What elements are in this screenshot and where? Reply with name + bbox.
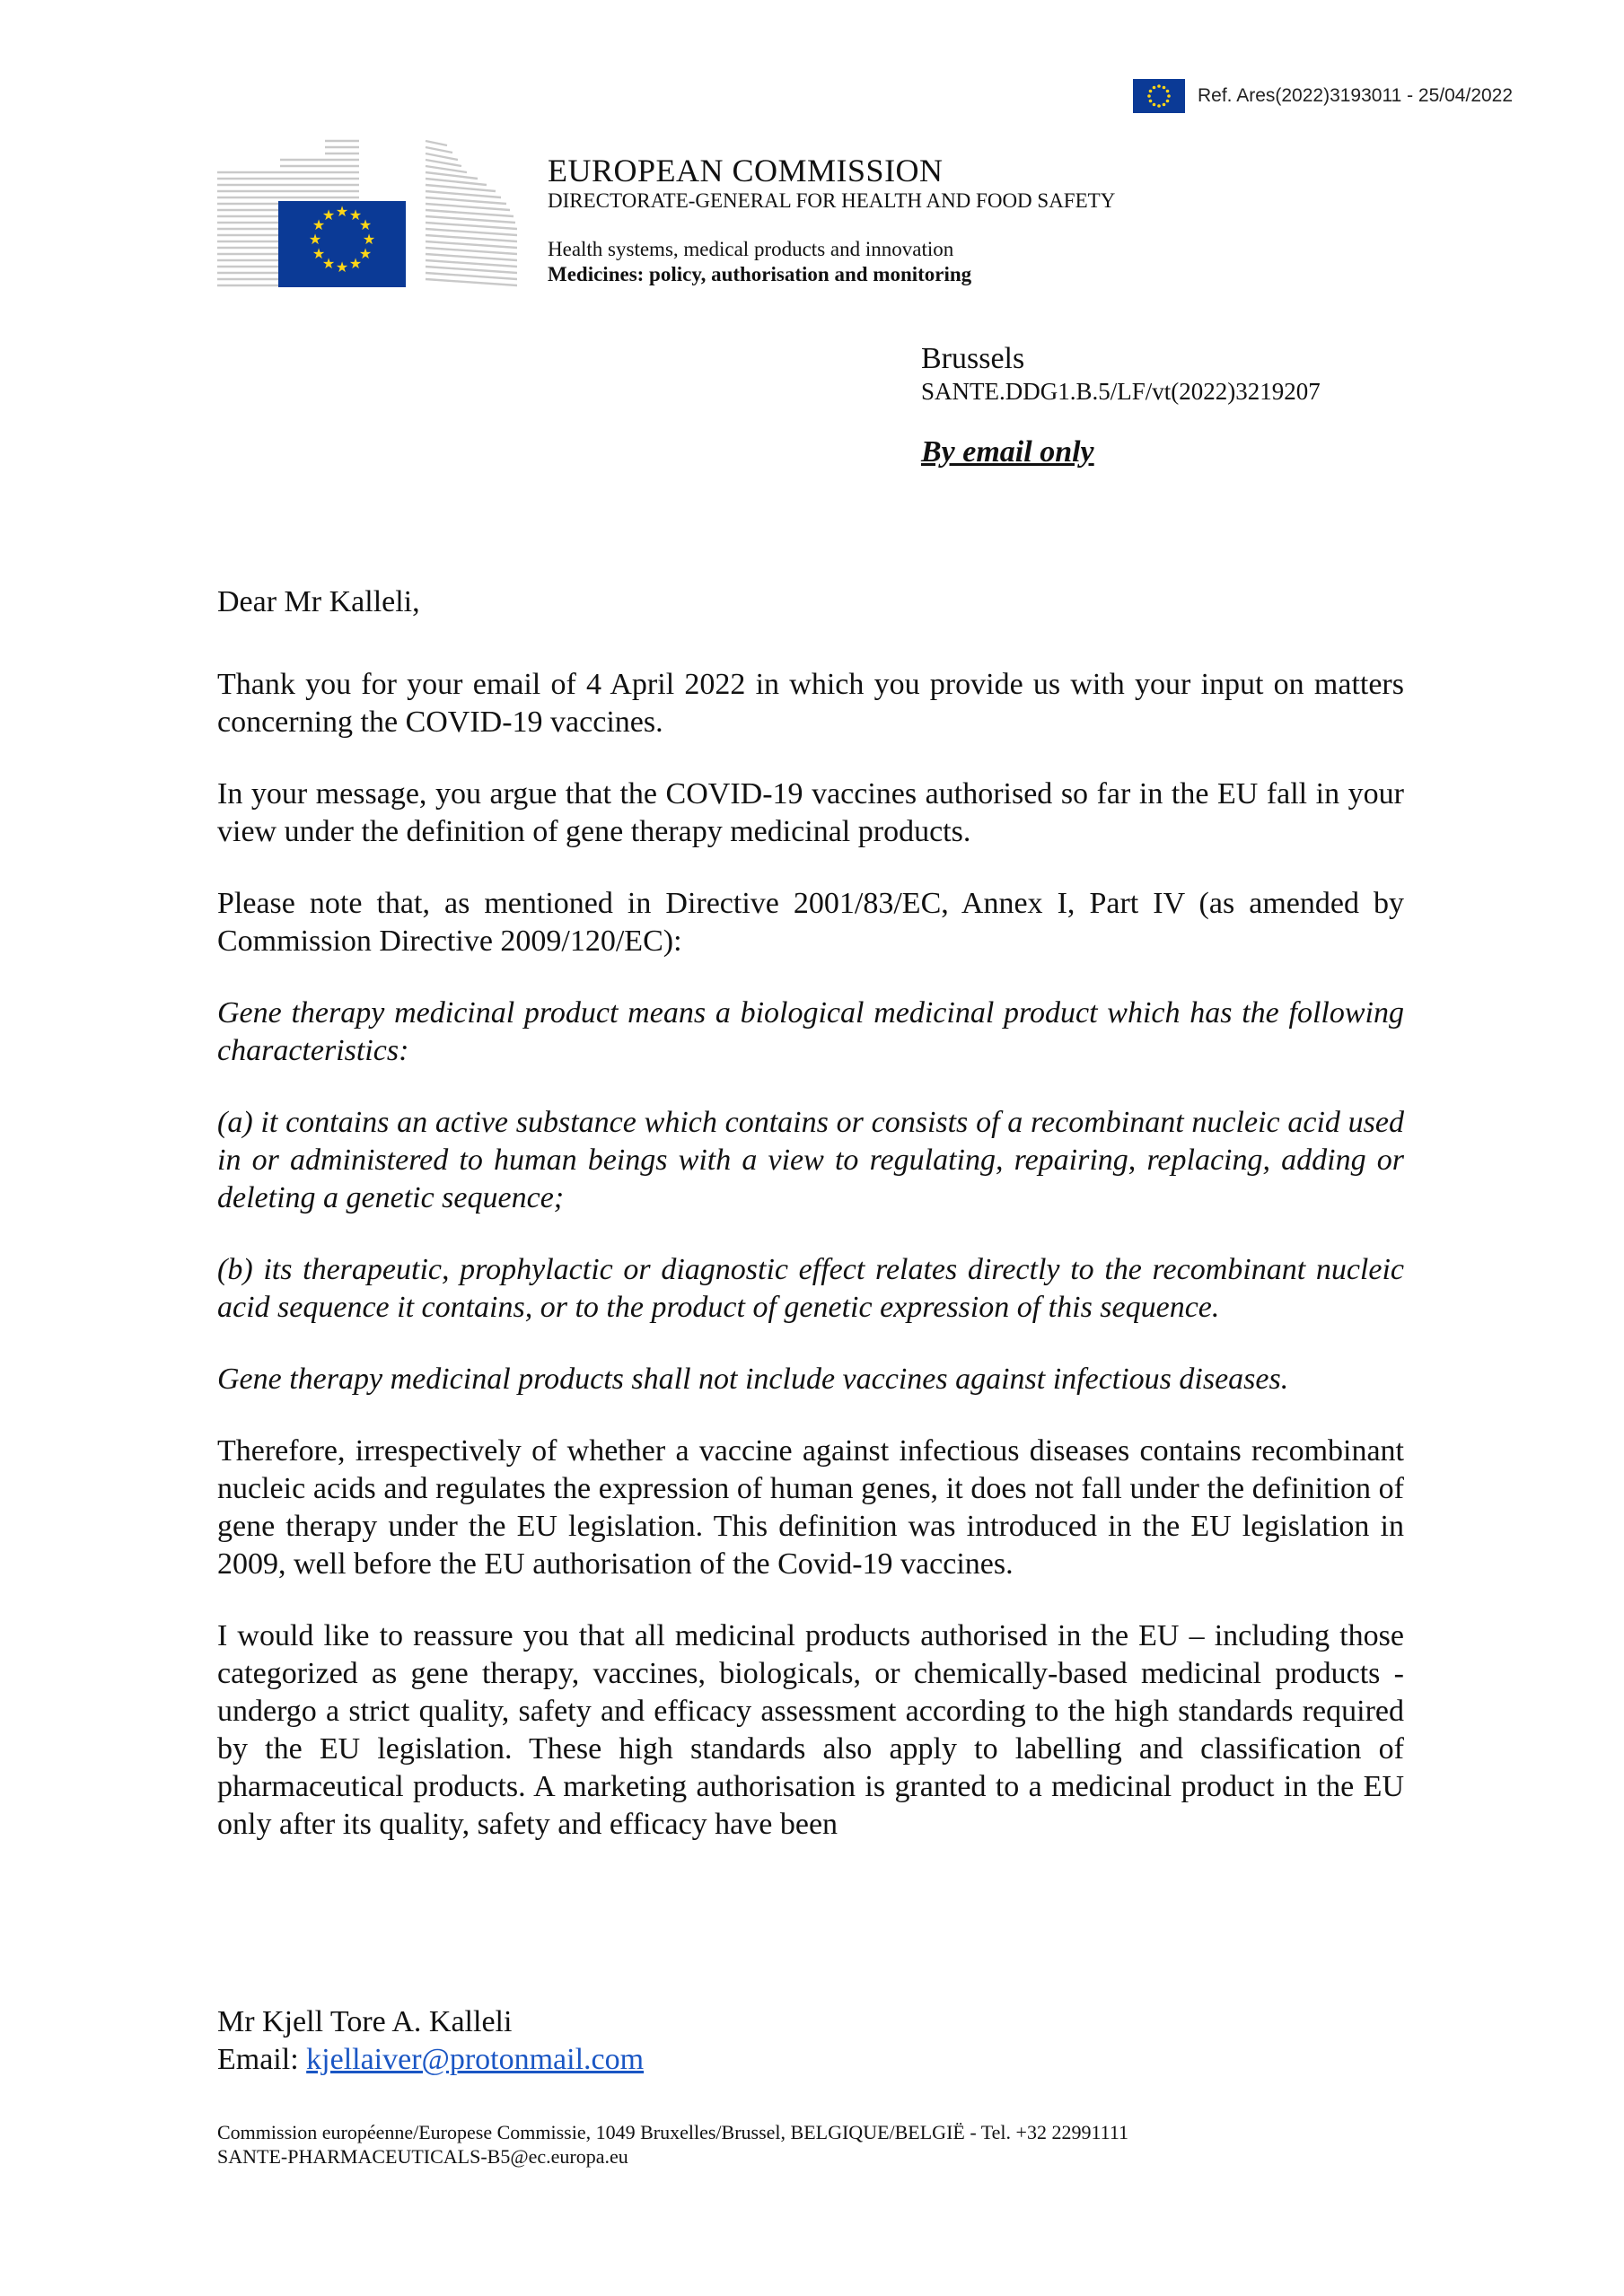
recipient-block bbox=[217, 2003, 644, 2079]
quoted-definition-a: (a) it contains an active substance which contains or consists of a recombinant nucleic acid used in or administered to human beings with a view to regulating, repairing, replacing, adding or deleting a genetic sequence; bbox=[217, 1106, 1404, 1214]
quoted-definition: Gene therapy medicinal product means a biological medicinal product which has the following characteristics: bbox=[217, 996, 1404, 1067]
svg-text:★: ★ bbox=[335, 259, 349, 276]
salutation: Dear Mr Kalleli, bbox=[217, 585, 420, 618]
footer bbox=[217, 2120, 1128, 2169]
quoted-definition-b: (b) its therapeutic, prophylactic or diagnostic effect relates directly to the recombinant nucleic acid sequence it contains, or to the product of genetic expression of this sequence. bbox=[217, 1253, 1404, 1324]
file-reference: SANTE.DDG1.B.5/LF/vt(2022)3219207 bbox=[921, 378, 1321, 405]
svg-text:★: ★ bbox=[348, 255, 363, 272]
svg-text:★: ★ bbox=[321, 255, 336, 272]
svg-text:★: ★ bbox=[312, 216, 326, 233]
paragraph: In your message, you argue that the COVID-19 vaccines authorised so far in the EU fall in your view under the definition of gene therapy medicinal products. bbox=[217, 777, 1404, 848]
email-label: Email: bbox=[217, 2043, 307, 2076]
reference-stamp bbox=[1133, 79, 1513, 113]
recipient-name: Mr Kjell Tore A. Kalleli bbox=[217, 2005, 513, 2038]
svg-text:★: ★ bbox=[348, 206, 363, 223]
paragraph: I would like to reassure you that all medicinal products authorised in the EU – including those categorized as gene therapy, vaccines, biologicals, or chemically-based medicinal products - undergo a strict quality, safety and efficacy assessment according to the high standards required by the EU legislation. These high standards also apply to labelling and classification of pharmaceutical products. A marketing authorisation is granted to a medicinal product in the EU only after its quality, safety and efficacy have been bbox=[217, 1619, 1404, 1841]
city: Brussels bbox=[921, 342, 1025, 375]
reference-number: Ref. Ares(2022)3193011 - 25/04/2022 bbox=[1198, 85, 1514, 106]
directorate-name: DIRECTORATE-GENERAL FOR HEALTH AND FOOD SAFETY bbox=[548, 189, 1116, 212]
european-commission-logo bbox=[217, 136, 517, 289]
delivery-method: By email only bbox=[921, 435, 1094, 469]
place-reference-block bbox=[921, 341, 1321, 470]
letterhead bbox=[548, 153, 1115, 287]
letter-body bbox=[217, 583, 1404, 1878]
svg-text:★: ★ bbox=[335, 203, 349, 220]
eu-flag-icon bbox=[1133, 79, 1185, 113]
paragraph: Thank you for your email of 4 April 2022 in which you provide us with your input on matters concerning the COVID-19 vaccines. bbox=[217, 668, 1404, 739]
directorate-unit: Health systems, medical products and innovation bbox=[548, 238, 954, 260]
svg-text:★: ★ bbox=[308, 231, 322, 248]
organisation-name: EUROPEAN COMMISSION bbox=[548, 153, 944, 188]
svg-text:★: ★ bbox=[362, 231, 376, 248]
recipient-email-line bbox=[217, 2041, 644, 2079]
email-link[interactable]: kjellaiver@protonmail.com bbox=[306, 2043, 645, 2076]
unit-name: Medicines: policy, authorisation and monitoring bbox=[548, 263, 972, 285]
footer-email: SANTE-PHARMACEUTICALS-B5@ec.europa.eu bbox=[217, 2145, 628, 2168]
svg-text:★: ★ bbox=[312, 245, 326, 262]
svg-text:★: ★ bbox=[358, 216, 373, 233]
footer-address: Commission européenne/Europese Commissie, 1049 Bruxelles/Brussel, BELGIQUE/BELGIË - Tel. +32 22991111 bbox=[217, 2121, 1128, 2143]
paragraph: Therefore, irrespectively of whether a vaccine against infectious diseases contains recombinant nucleic acids and regulates the expression of human genes, it does not fall under the definition of gene therapy under the EU legislation. This definition was introduced in the EU legislation in 2009, well before the EU authorisation of the Covid-19 vaccines. bbox=[217, 1434, 1404, 1581]
quoted-exclusion: Gene therapy medicinal products shall not include vaccines against infectious diseases. bbox=[217, 1363, 1289, 1396]
svg-text:★: ★ bbox=[321, 206, 336, 223]
svg-text:★: ★ bbox=[358, 245, 373, 262]
paragraph: Please note that, as mentioned in Directive 2001/83/EC, Annex I, Part IV (as amended by Commission Directive 2009/120/EC): bbox=[217, 887, 1404, 958]
